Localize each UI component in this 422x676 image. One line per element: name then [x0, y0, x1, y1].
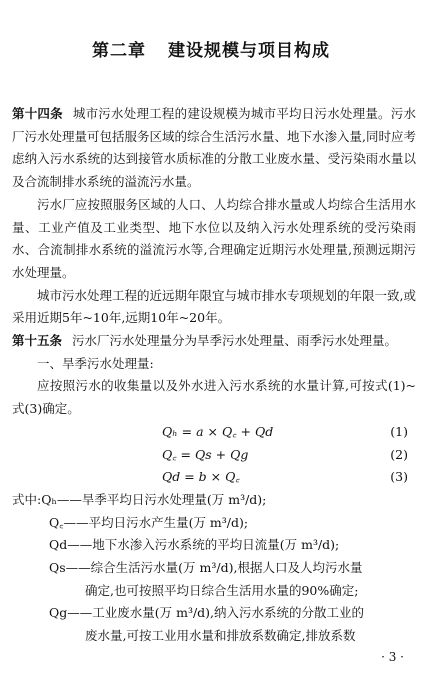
definition-qh: 式中:Qₕ——旱季平均日污水处理量(万 m³/d); — [12, 491, 267, 507]
article-14-paragraph-1: 第十四条 城市污水处理工程的建设规模为城市平均日污水处理量。污水厂污水处理量可包括服务区域的综合生活污水量、地下水渗入量,同时应考虑纳入污水系统的达到接管水质标准的分散工业废水量、受污染雨水量以及合流制排水系统的溢流污水量。 — [12, 106, 416, 190]
article-15-paragraph-2: 应按照污水的收集量以及外水进入污水系统的水量计算,可按式(1)~式(3)确定。 — [12, 378, 416, 417]
section-heading-dry-season: 一、旱季污水处理量: — [37, 355, 154, 371]
equation-3: Qd = b × Q꜀ (3) — [162, 469, 408, 485]
page-number: · 3 · — [381, 650, 404, 664]
article-14-paragraph-2: 污水厂应按照服务区域的人口、人均综合排水量或人均综合生活用水量、工业产值及工业类型、地下水位以及纳入污水处理系统的受污染雨水、合流制排水系统的溢流污水等,合理确定近期污水处理量,预测远期污水处理量。 — [12, 196, 416, 280]
equation-2: Q꜀ = Qs + Qg (2) — [162, 446, 408, 462]
definition-qs: Qs——综合生活污水量(万 m³/d),根据人口及人均污水量 — [49, 560, 363, 576]
document-body — [12, 103, 416, 648]
equation-1: Qₕ = a × Q꜀ + Qd (1) — [162, 423, 408, 439]
definition-qc: Q꜀——平均日污水产生量(万 m³/d); — [49, 514, 249, 530]
chapter-title — [0, 36, 422, 61]
chapter-number: 第二章 — [92, 41, 146, 61]
article-15-label: 第十五条 — [12, 333, 63, 349]
definition-qs-continued: 确定,也可按照平均日综合生活用水量的90%确定; — [85, 582, 359, 598]
article-14-paragraph-3: 城市污水处理工程的近远期年限宜与城市排水专项规划的年限一致,或采用近期5年~10年,远期10年~20年。 — [12, 287, 416, 326]
definition-qg-continued: 废水量,可按工业用水量和排放系数确定,排放系数 — [85, 628, 356, 644]
article-14-label: 第十四条 — [12, 106, 63, 121]
chapter-name: 建设规模与项目构成 — [168, 41, 330, 61]
definition-qd: Qd——地下水渗入污水系统的平均日流量(万 m³/d); — [49, 537, 340, 553]
article-15-paragraph-1: 第十五条 污水厂污水处理量分为旱季污水处理量、雨季污水处理量。 — [12, 333, 398, 349]
definition-qg: Qg——工业废水量(万 m³/d),纳入污水系统的分散工业的 — [49, 605, 365, 621]
